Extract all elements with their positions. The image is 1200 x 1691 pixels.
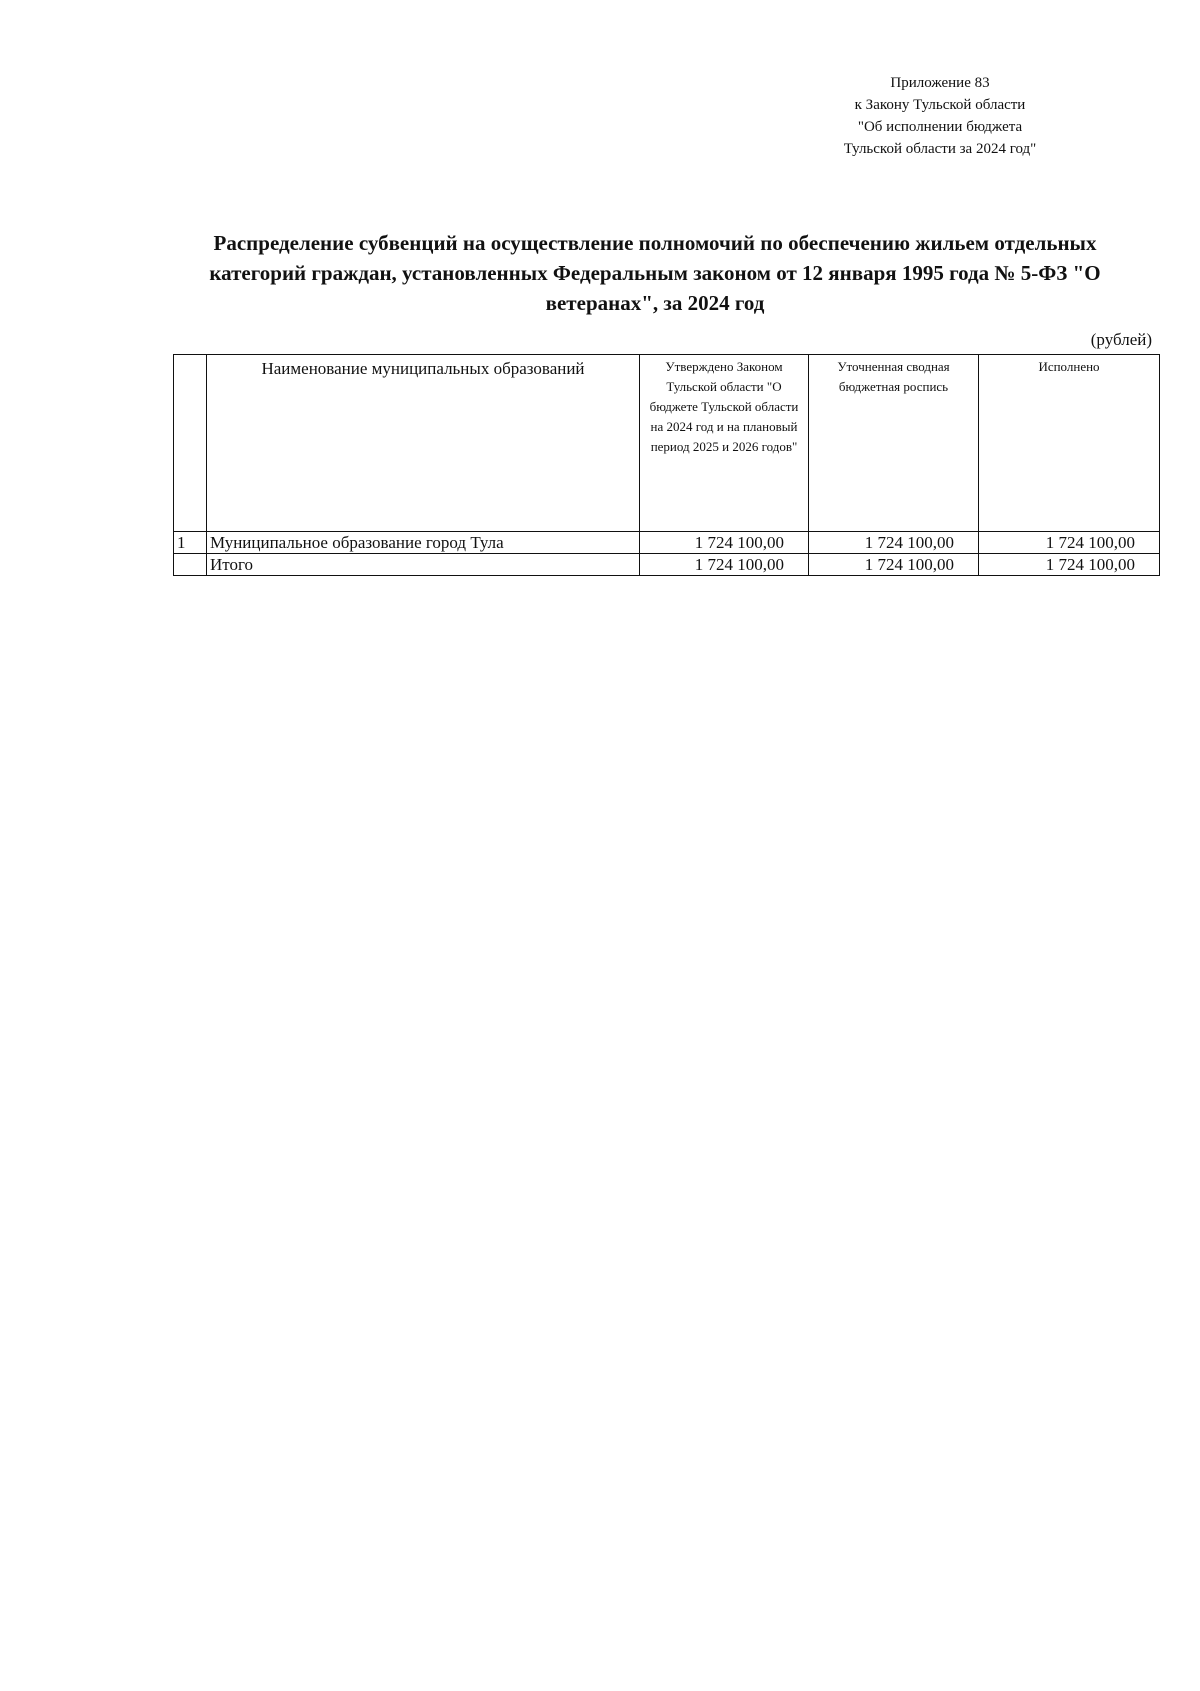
appendix-number: Приложение 83 [890, 75, 990, 91]
header-refined: Уточненная сводная бюджетная роспись [809, 355, 979, 532]
table-header-row [174, 355, 1160, 532]
row-executed: 1 724 100,00 [979, 532, 1160, 554]
units-label: (рублей) [1090, 330, 1152, 349]
row-refined: 1 724 100,00 [809, 532, 979, 554]
header-name: Наименование муниципальных образований [207, 355, 640, 532]
title-line-3: ветеранах", за 2024 год [545, 291, 765, 315]
total-approved: 1 724 100,00 [640, 554, 809, 576]
subsidy-table [173, 354, 1160, 576]
header-executed: Исполнено [979, 355, 1160, 532]
total-executed: 1 724 100,00 [979, 554, 1160, 576]
appendix-block [780, 72, 1100, 160]
row-name: Муниципальное образование город Тула [207, 532, 640, 554]
total-refined: 1 724 100,00 [809, 554, 979, 576]
row-approved: 1 724 100,00 [640, 532, 809, 554]
appendix-law-year: Тульской области за 2024 год" [843, 141, 1037, 157]
row-num: 1 [174, 532, 207, 554]
table-row [174, 532, 1160, 554]
appendix-law-title: "Об исполнении бюджета [857, 119, 1023, 135]
total-num [174, 554, 207, 576]
document-title [160, 228, 1150, 318]
title-line-2: категорий граждан, установленных Федеральным законом от 12 января 1995 года № 5-ФЗ "О [209, 261, 1101, 285]
header-num [174, 355, 207, 532]
header-approved: Утверждено Законом Тульской области "О бюджете Тульской области на 2024 год и на плановый период 2025 и 2026 годов" [640, 355, 809, 532]
title-line-1: Распределение субвенций на осуществление полномочий по обеспечению жильем отдельных [213, 231, 1097, 255]
total-row [174, 554, 1160, 576]
appendix-law: к Закону Тульской области [854, 97, 1026, 113]
total-name: Итого [207, 554, 640, 576]
